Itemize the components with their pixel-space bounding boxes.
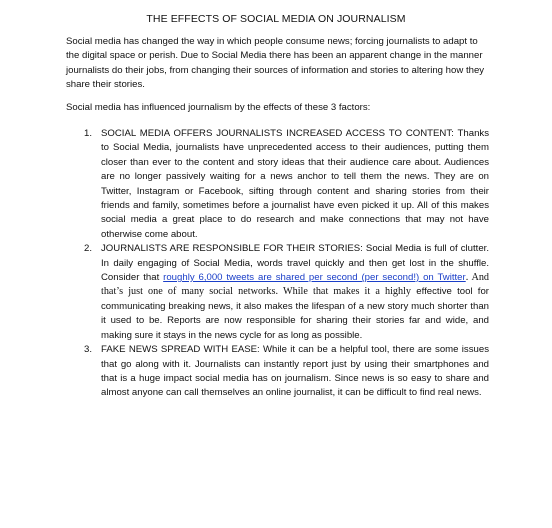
list-item-text-serif: . And that’s just one of many social networks. While that makes it a highly	[101, 272, 490, 298]
list-item	[66, 127, 489, 242]
list-item	[66, 242, 489, 343]
list-item-number: 1.	[84, 128, 93, 139]
factors-list	[66, 127, 489, 401]
intro-paragraph: Social media has changed the way in which people consume news; forcing journalists to adapt to the digital space or perish. Due to Social Media there has been an apparent change in the manner journalists do their jobs, from changing their sources of information and stories to altering how they share their stories.	[66, 36, 485, 91]
tweets-per-second-link[interactable]: roughly 6,000 tweets are shared per second (per second!) on Twitter	[163, 272, 466, 284]
list-item-text: SOCIAL MEDIA OFFERS JOURNALISTS INCREASED ACCESS TO CONTENT: Thanks to Social Media, journalists have unprecedented access to their audiences, putting them closer than ever to the content and story ideas that their audience care about. Audiences are no longer passively waiting for a news anchor to tell them the news. They are on Twitter, Instagram or Facebook, sifting through content and sharing stories from their friends and family, sometimes before a journalist have even picked it up. All of this makes social media a great place to do research and make connections that may not have otherwise come about.	[101, 128, 489, 240]
list-item-number: 3.	[84, 344, 93, 356]
list-item-text: FAKE NEWS SPREAD WITH EASE: While it can be a helpful tool, there are some issues that go along with it. Journalists can instantly report just by using their smartphones and that is a huge impact social media has on journalism. Since news is so easy to share and almost anyone can call themselves an online journalist, it can be difficult to find real news.	[101, 344, 489, 399]
document-title: THE EFFECTS OF SOCIAL MEDIA ON JOURNALISM	[146, 13, 406, 25]
list-item-text: JOURNALISTS ARE RESPONSIBLE FOR THEIR STORIES: Social Media is full of clutter. In daily engaging of Social Media, words travel quickly and then get lost in the shuffle. Consider that	[101, 243, 489, 284]
list-item-number: 2.	[84, 243, 93, 255]
lead-paragraph: Social media has influenced journalism by the effects of these 3 factors:	[66, 102, 371, 113]
list-item-text-continued: effective tool for communicating breaking news, it also makes the lifespan of a new story much shorter than it used to be. Reports are now responsible for sharing their stories far and wide, and making sure it stays in the news cycle for as long as possible.	[101, 286, 489, 341]
list-item	[66, 343, 489, 401]
